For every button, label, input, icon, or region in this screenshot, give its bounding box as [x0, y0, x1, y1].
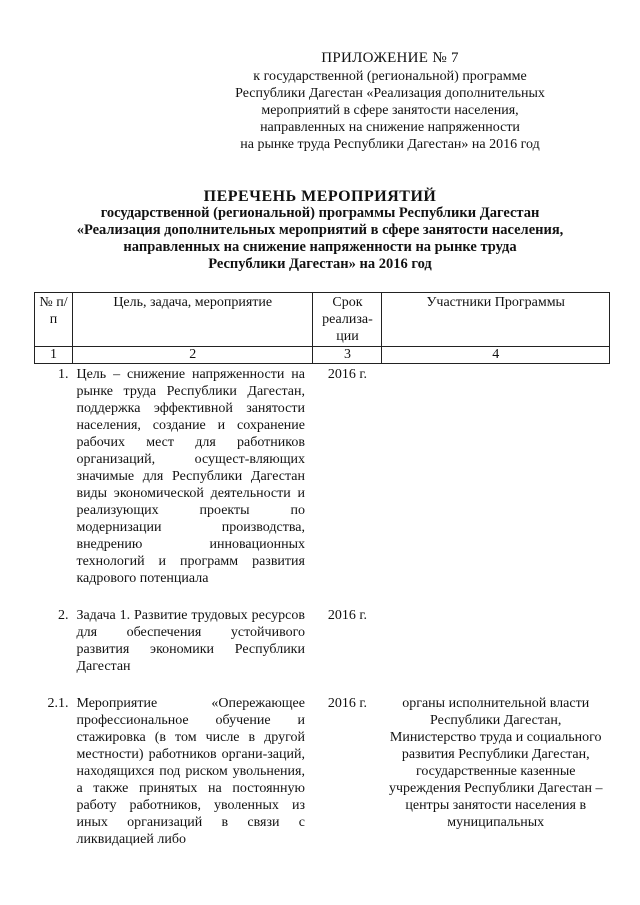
document-heading [40, 188, 600, 273]
row-participants [382, 364, 610, 608]
row-text: Мероприятие «Опережающее профессиональное обучение и стажировка (в том числе в другой местности) работников органи-заций, находящихся под риском увольнения, а также принятых на постоянную работу работников, уволенных из иных организаций в связи с ликвидацией либо [76, 696, 305, 847]
row-participants [382, 607, 610, 695]
row-num: 2.1. [47, 696, 69, 711]
row-participants: органы исполнительной власти Республики Дагестан, Министерство труда и социального развития Республики Дагестан, государственные казенные учреждения Республики Дагестан – центры занятости населения в муниципальных [388, 696, 603, 830]
appendix-line: мероприятий в сфере занятости населения, [261, 103, 519, 118]
heading-line: «Реализация дополнительных мероприятий в сфере занятости населения, [76, 222, 564, 238]
table-row [35, 695, 610, 848]
column-number-row [35, 347, 610, 364]
heading-title: ПЕРЕЧЕНЬ МЕРОПРИЯТИЙ [203, 188, 437, 205]
row-text: Цель – снижение напряженности на рынке труда Республики Дагестан, поддержка эффективной занятости населения, создание и сохранение рабочих мест для работников организаций, осущест-вляющих значимые для Республики Дагестан виды экономической деятельности и реализующих проекты по модернизации производства, внедрению инновационных технологий и программ развития кадрового потенциала [76, 367, 305, 586]
col-number: 4 [382, 347, 610, 364]
table-header-row [35, 293, 610, 347]
header-participants: Участники Программы [382, 293, 610, 347]
header-num: № п/п [35, 293, 73, 347]
header-term: Срок реализа-ции [313, 293, 382, 347]
row-term: 2016 г. [327, 367, 368, 382]
row-term: 2016 г. [327, 608, 368, 623]
header-goal: Цель, задача, мероприятие [72, 293, 313, 347]
appendix-line: на рынке труда Республики Дагестан» на 2016 год [240, 137, 540, 152]
row-num: 1. [57, 367, 69, 382]
col-number: 1 [35, 347, 73, 364]
col-number: 2 [72, 347, 313, 364]
appendix-line: направленных на снижение напряженности [260, 120, 520, 135]
table-row [35, 364, 610, 608]
heading-line: государственной (региональной) программы Республики Дагестан [100, 205, 540, 221]
col-number: 3 [313, 347, 382, 364]
row-term: 2016 г. [327, 696, 368, 711]
row-num: 2. [57, 608, 69, 623]
table-row [35, 607, 610, 695]
appendix-line: к государственной (региональной) программе [253, 69, 527, 84]
heading-line: Республики Дагестан» на 2016 год [208, 256, 432, 272]
measures-table [34, 292, 610, 848]
heading-line: направленных на снижение напряженности на рынке труда [123, 239, 517, 255]
appendix-title: ПРИЛОЖЕНИЕ № 7 [321, 50, 459, 66]
appendix-line: Республики Дагестан «Реализация дополнительных [235, 86, 545, 101]
row-text: Задача 1. Развитие трудовых ресурсов для обеспечения устойчивого развития экономики Республики Дагестан [76, 608, 305, 674]
appendix-block [210, 50, 570, 153]
